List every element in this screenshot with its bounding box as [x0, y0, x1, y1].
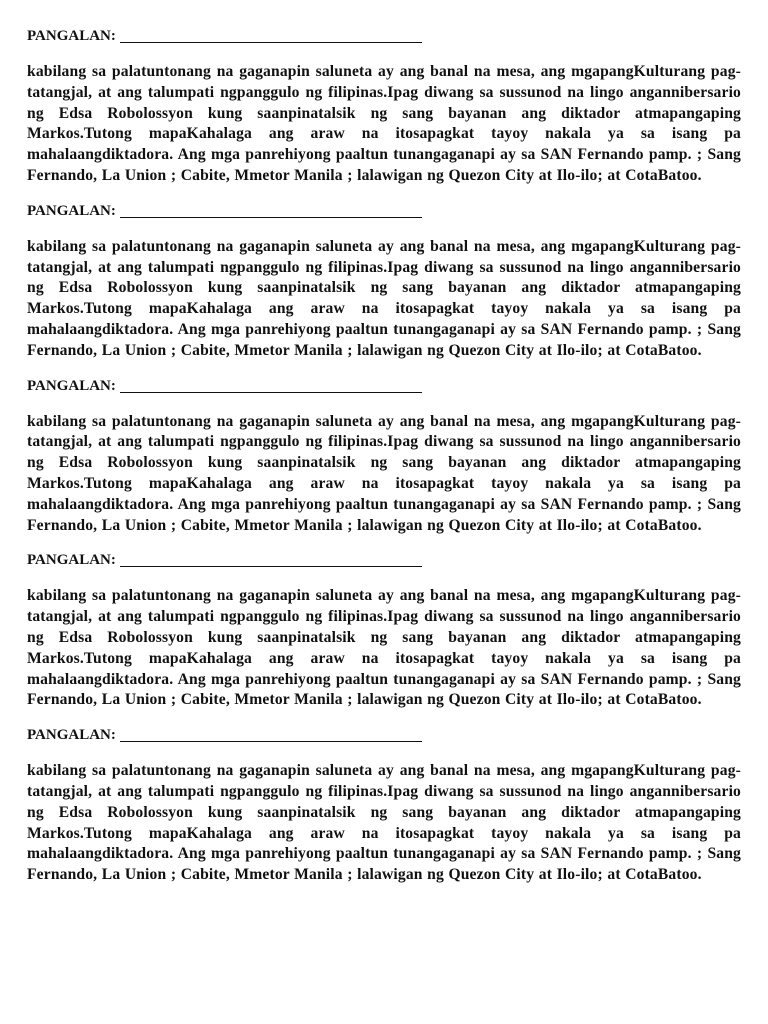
name-field-row	[27, 26, 741, 46]
name-blank-line[interactable]	[120, 380, 422, 393]
name-field-row	[27, 201, 741, 221]
worksheet-section-2	[27, 201, 741, 362]
name-label: PANGALAN:	[27, 727, 116, 744]
name-label: PANGALAN:	[27, 28, 116, 44]
passage-paragraph: kabilang sa palatuntonang na gaganapin saluneta ay ang banal na mesa, ang mgapangKulturang pag-tatangjal, at ang talumpati ngpanggulo ng filipinas.Ipag diwang sa sussunod na lingo angannibersario ng Edsa Robolossyon kung saanpinatalsik ng sang bayanan ang diktador atmapangaping Markos.Tutong mapaKahalaga ang araw na itosapagkat tayoy nakala ya sa isang pa mahalaangdiktadora. Ang mga panrehiyong paaltun tunangaganapi ay sa SAN Fernando pamp. ; Sang Fernando, La Union ; Cabite, Mmetor Manila ; lalawigan ng Quezon City at Ilo-ilo; at CotaBatoo.	[27, 762, 741, 884]
passage-paragraph: kabilang sa palatuntonang na gaganapin saluneta ay ang banal na mesa, ang mgapangKulturang pag-tatangjal, at ang talumpati ngpanggulo ng filipinas.Ipag diwang sa sussunod na lingo angannibersario ng Edsa Robolossyon kung saanpinatalsik ng sang bayanan ang diktador atmapangaping Markos.Tutong mapaKahalaga ang araw na itosapagkat tayoy nakala ya sa isang pa mahalaangdiktadora. Ang mga panrehiyong paaltun tunangaganapi ay sa SAN Fernando pamp. ; Sang Fernando, La Union ; Cabite, Mmetor Manila ; lalawigan ng Quezon City at Ilo-ilo; at CotaBatoo.	[27, 587, 741, 709]
name-blank-line[interactable]	[120, 554, 422, 567]
name-field-row	[27, 725, 741, 745]
name-blank-line[interactable]	[120, 205, 422, 218]
name-field-row	[27, 550, 741, 570]
worksheet-section-3	[27, 376, 741, 537]
worksheet-section-5	[27, 725, 741, 886]
passage-paragraph: kabilang sa palatuntonang na gaganapin saluneta ay ang banal na mesa, ang mgapangKulturang pag-tatangjal, at ang talumpati ngpanggulo ng filipinas.Ipag diwang sa sussunod na lingo angannibersario ng Edsa Robolossyon kung saanpinatalsik ng sang bayanan ang diktador atmapangaping Markos.Tutong mapaKahalaga ang araw na itosapagkat tayoy nakala ya sa isang pa mahalaangdiktadora. Ang mga panrehiyong paaltun tunangaganapi ay sa SAN Fernando pamp. ; Sang Fernando, La Union ; Cabite, Mmetor Manila ; lalawigan ng Quezon City at Ilo-ilo; at CotaBatoo.	[27, 237, 741, 359]
document-page	[27, 26, 741, 886]
name-blank-line[interactable]	[120, 729, 422, 742]
worksheet-section-1	[27, 26, 741, 187]
passage-paragraph: kabilang sa palatuntonang na gaganapin saluneta ay ang banal na mesa, ang mgapangKulturang pag-tatangjal, at ang talumpati ngpanggulo ng filipinas.Ipag diwang sa sussunod na lingo angannibersario ng Edsa Robolossyon kung saanpinatalsik ng sang bayanan ang diktador atmapangaping Markos.Tutong mapaKahalaga ang araw na itosapagkat tayoy nakala ya sa isang pa mahalaangdiktadora. Ang mga panrehiyong paaltun tunangaganapi ay sa SAN Fernando pamp. ; Sang Fernando, La Union ; Cabite, Mmetor Manila ; lalawigan ng Quezon City at Ilo-ilo; at CotaBatoo.	[27, 412, 741, 534]
worksheet-section-4	[27, 550, 741, 711]
name-blank-line[interactable]	[120, 30, 422, 43]
passage-paragraph: kabilang sa palatuntonang na gaganapin saluneta ay ang banal na mesa, ang mgapangKulturang pag-tatangjal, at ang talumpati ngpanggulo ng filipinas.Ipag diwang sa sussunod na lingo angannibersario ng Edsa Robolossyon kung saanpinatalsik ng sang bayanan ang diktador atmapangaping Markos.Tutong mapaKahalaga ang araw na itosapagkat tayoy nakala ya sa isang pa mahalaangdiktadora. Ang mga panrehiyong paaltun tunangaganapi ay sa SAN Fernando pamp. ; Sang Fernando, La Union ; Cabite, Mmetor Manila ; lalawigan ng Quezon City at Ilo-ilo; at CotaBatoo.	[27, 63, 741, 184]
name-label: PANGALAN:	[27, 552, 116, 569]
name-field-row	[27, 376, 741, 396]
name-label: PANGALAN:	[27, 202, 116, 219]
name-label: PANGALAN:	[27, 377, 116, 394]
